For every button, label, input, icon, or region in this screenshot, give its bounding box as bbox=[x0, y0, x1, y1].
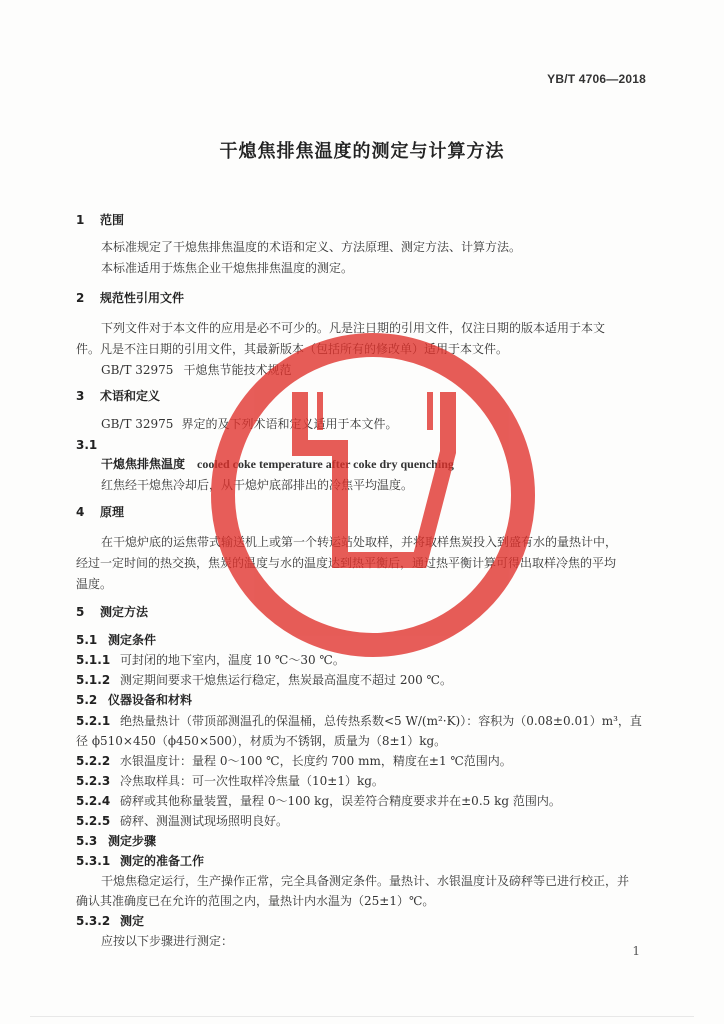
clause-5-2-1: 5.2.1 绝热量热计（带顶部测温孔的保温桶，总传热系数<5 W/(m²·K)）：容积为（0.08±0.01）m³，直 bbox=[76, 714, 642, 728]
clause-5-2-heading: 5.2 仪器设备和材料 bbox=[76, 693, 193, 707]
section-4-para-1b: 经过一定时间的热交换，焦炭的温度与水的温度达到热平衡后，通过热平衡计算可得出取样冷焦的平均 bbox=[76, 556, 617, 570]
section-5-heading: 5 测定方法 bbox=[76, 605, 149, 619]
clause-5-2-2: 5.2.2 水银温度计：量程 0～100 ℃，长度约 700 mm，精度在±1 ℃范围内。 bbox=[76, 754, 512, 768]
section-4-para-1c: 温度。 bbox=[76, 577, 113, 591]
clause-5-3-1-heading: 5.3.1 测定的准备工作 bbox=[76, 854, 205, 868]
clause-5-3-1-para-1: 干熄焦稳定运行，生产操作正常，完全具备测定条件。量热计、水银温度计及磅秤等已进行校正，并 bbox=[101, 874, 630, 888]
section-1-para-2: 本标准适用于炼焦企业干熄焦排焦温度的测定。 bbox=[101, 261, 354, 275]
page-bottom-edge bbox=[30, 1016, 694, 1017]
stamp-ring bbox=[223, 345, 523, 645]
clause-5-3-2-heading: 5.3.2 测定 bbox=[76, 914, 145, 928]
clause-5-2-1-continued: 径 ϕ510×450（ϕ450×500），材质为不锈钢，质量为（8±1）kg。 bbox=[76, 734, 447, 748]
page-number: 1 bbox=[632, 944, 640, 958]
page-title: 干熄焦排焦温度的测定与计算方法 bbox=[219, 141, 505, 162]
clause-5-2-3: 5.2.3 冷焦取样具：可一次性取样冷焦量（10±1）kg。 bbox=[76, 774, 384, 788]
clause-5-2-5: 5.2.5 磅秤、测温测试现场照明良好。 bbox=[76, 814, 289, 828]
section-4-para-1a: 在干熄炉底的运焦带式输送机上或第一个转运站处取样，并将取样焦炭投入到盛有水的量热计中， bbox=[101, 535, 618, 549]
term-3-1-number: 3.1 bbox=[76, 438, 98, 452]
clause-5-3-2-para-1: 应按以下步骤进行测定： bbox=[101, 934, 234, 948]
section-2-reference: GB/T 32975 干熄焦节能技术规范 bbox=[101, 363, 292, 377]
clause-5-1-1: 5.1.1 可封闭的地下室内，温度 10 ℃～30 ℃。 bbox=[76, 653, 345, 667]
clause-5-3-1-para-2: 确认其准确度已在允许的范围之内，量热计内水温为（25±1）℃。 bbox=[76, 894, 435, 908]
section-1-para-1: 本标准规定了干熄焦排焦温度的术语和定义、方法原理、测定方法、计算方法。 bbox=[101, 240, 522, 254]
section-4-heading: 4 原理 bbox=[76, 505, 125, 519]
section-2-heading: 2 规范性引用文件 bbox=[76, 291, 185, 305]
term-3-1-definition: 红焦经干熄焦冷却后，从干熄炉底部排出的冷焦平均温度。 bbox=[101, 478, 414, 492]
standard-number: YB/T 4706—2018 bbox=[547, 72, 646, 86]
section-3-heading: 3 术语和定义 bbox=[76, 389, 161, 403]
term-3-1: 干熄焦排焦温度 cooled coke temperature after coke dry quenching bbox=[101, 457, 454, 471]
section-2-para-1a: 下列文件对于本文件的应用是必不可少的。凡是注日期的引用文件，仅注日期的版本适用于本文 bbox=[101, 321, 606, 335]
section-3-para-1: GB/T 32975 界定的及下列术语和定义适用于本文件。 bbox=[101, 417, 398, 431]
clause-5-1-2: 5.1.2 测定期间要求干熄焦运行稳定，焦炭最高温度不超过 200 ℃。 bbox=[76, 673, 452, 687]
clause-5-2-4: 5.2.4 磅秤或其他称量装置，量程 0～100 kg，误差符合精度要求并在±0.5 kg 范围内。 bbox=[76, 794, 561, 808]
section-1-heading: 1 范围 bbox=[76, 213, 125, 227]
clause-5-1-heading: 5.1 测定条件 bbox=[76, 633, 157, 647]
clause-5-3-heading: 5.3 测定步骤 bbox=[76, 834, 157, 848]
section-2-para-1b: 件。凡是不注日期的引用文件，其最新版本（包括所有的修改单）适用于本文件。 bbox=[76, 342, 509, 356]
